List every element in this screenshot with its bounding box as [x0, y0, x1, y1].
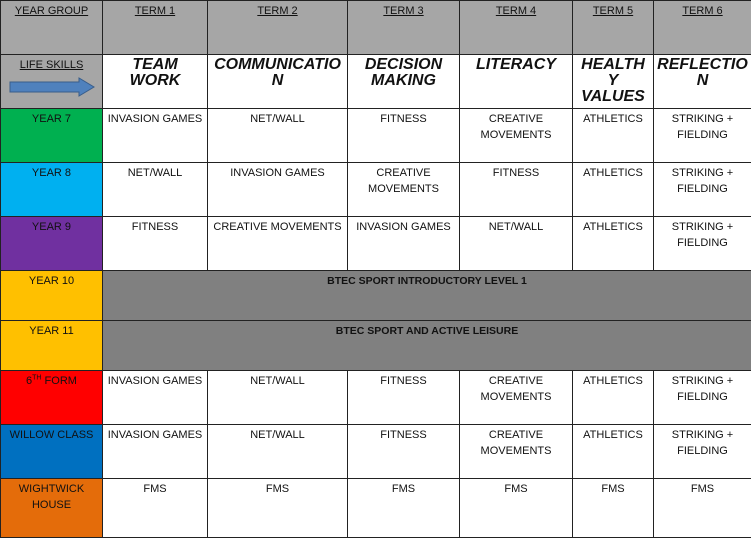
- willow-term1: INVASION GAMES: [103, 425, 208, 479]
- wightwick-term1: FMS: [103, 479, 208, 538]
- right-arrow-icon: [9, 77, 95, 97]
- year9-term4: NET/WALL: [460, 217, 573, 271]
- term-1-header: TERM 1: [103, 1, 208, 55]
- term-6-header: TERM 6: [654, 1, 751, 55]
- year9-term5: ATHLETICS: [573, 217, 654, 271]
- year8-row: [1, 163, 751, 217]
- year9-term1: FITNESS: [103, 217, 208, 271]
- year7-row: [1, 109, 751, 163]
- year8-term2: INVASION GAMES: [208, 163, 348, 217]
- sixth-form-term5: ATHLETICS: [573, 371, 654, 425]
- year11-row: [1, 321, 751, 371]
- year8-term6: STRIKING + FIELDING: [654, 163, 751, 217]
- sixth-form-term1: INVASION GAMES: [103, 371, 208, 425]
- year7-label: YEAR 7: [1, 109, 103, 163]
- year8-term3: CREATIVE MOVEMENTS: [348, 163, 460, 217]
- wightwick-term3: FMS: [348, 479, 460, 538]
- year-group-header: YEAR GROUP: [1, 1, 103, 55]
- life-skills-label-cell: [1, 55, 103, 109]
- wightwick-term5: FMS: [573, 479, 654, 538]
- year10-row: [1, 271, 751, 321]
- term-3-header: TERM 3: [348, 1, 460, 55]
- term-4-header: TERM 4: [460, 1, 573, 55]
- wightwick-term4: FMS: [460, 479, 573, 538]
- skill-healthy-values: HEALTHY VALUES: [573, 55, 654, 109]
- sixth-form-term6: STRIKING + FIELDING: [654, 371, 751, 425]
- year8-term5: ATHLETICS: [573, 163, 654, 217]
- wightwick-term6: FMS: [654, 479, 751, 538]
- wightwick-label: WIGHTWICK HOUSE: [1, 479, 103, 538]
- term-2-header: TERM 2: [208, 1, 348, 55]
- willow-term5: ATHLETICS: [573, 425, 654, 479]
- willow-term3: FITNESS: [348, 425, 460, 479]
- year7-term6: STRIKING + FIELDING: [654, 109, 751, 163]
- term-5-header: TERM 5: [573, 1, 654, 55]
- life-skills-label: LIFE SKILLS: [20, 59, 84, 71]
- year7-term2: NET/WALL: [208, 109, 348, 163]
- year8-label: YEAR 8: [1, 163, 103, 217]
- skill-communication: COMMUNICATION: [208, 55, 348, 109]
- life-skills-row: [1, 55, 751, 109]
- year10-btec-merged: BTEC SPORT INTRODUCTORY LEVEL 1: [103, 271, 751, 321]
- sixth-form-term4: CREATIVE MOVEMENTS: [460, 371, 573, 425]
- willow-row: [1, 425, 751, 479]
- wightwick-term2: FMS: [208, 479, 348, 538]
- year7-term5: ATHLETICS: [573, 109, 654, 163]
- year9-label: YEAR 9: [1, 217, 103, 271]
- wightwick-row: [1, 479, 751, 538]
- year7-term4: CREATIVE MOVEMENTS: [460, 109, 573, 163]
- year9-row: [1, 217, 751, 271]
- year8-term4: FITNESS: [460, 163, 573, 217]
- year7-term1: INVASION GAMES: [103, 109, 208, 163]
- year9-term6: STRIKING + FIELDING: [654, 217, 751, 271]
- sixth-form-row: [1, 371, 751, 425]
- year8-term1: NET/WALL: [103, 163, 208, 217]
- skill-decision-making: DECISION MAKING: [348, 55, 460, 109]
- year9-term2: CREATIVE MOVEMENTS: [208, 217, 348, 271]
- willow-term4: CREATIVE MOVEMENTS: [460, 425, 573, 479]
- sixth-form-term3: FITNESS: [348, 371, 460, 425]
- willow-term6: STRIKING + FIELDING: [654, 425, 751, 479]
- skill-reflection: REFLECTION: [654, 55, 751, 109]
- year9-term3: INVASION GAMES: [348, 217, 460, 271]
- skill-team-work: TEAM WORK: [103, 55, 208, 109]
- sixth-form-label: 6TH FORM: [1, 371, 103, 425]
- willow-term2: NET/WALL: [208, 425, 348, 479]
- year11-btec-merged: BTEC SPORT AND ACTIVE LEISURE: [103, 321, 751, 371]
- year10-label: YEAR 10: [1, 271, 103, 321]
- sixth-form-term2: NET/WALL: [208, 371, 348, 425]
- year7-term3: FITNESS: [348, 109, 460, 163]
- year11-label: YEAR 11: [1, 321, 103, 371]
- willow-label: WILLOW CLASS: [1, 425, 103, 479]
- skill-literacy: LITERACY: [460, 55, 573, 109]
- header-row: [1, 1, 751, 55]
